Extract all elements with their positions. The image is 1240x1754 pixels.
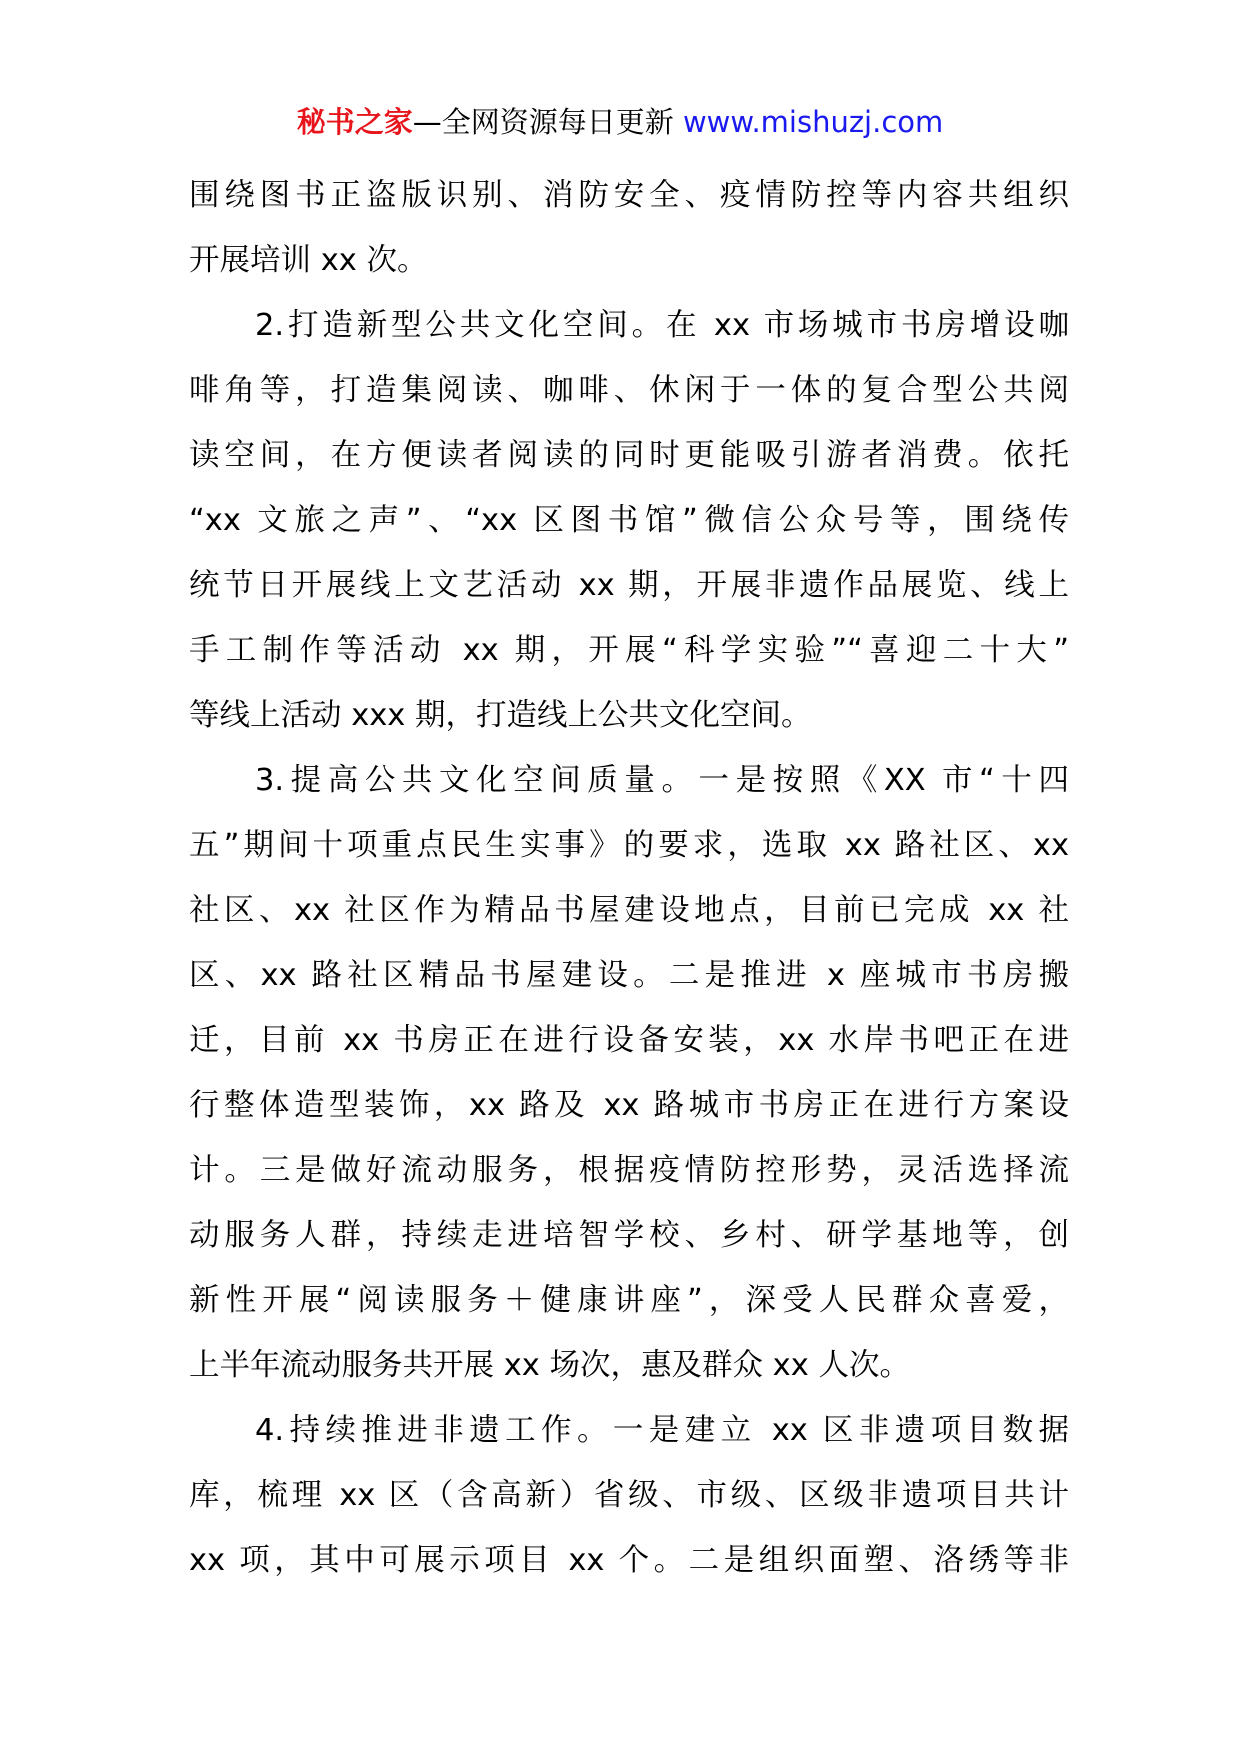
text-line: 围绕图书正盗版识别、消防安全、疫情防控等内容共组织 xyxy=(189,178,1069,213)
text-line: 社区、xx 社区作为精品书屋建设地点，目前已完成 xx 社 xyxy=(189,893,1069,928)
text-line: 区、xx 路社区精品书屋建设。二是推进 x 座城市书房搬 xyxy=(189,958,1069,993)
paragraph-4-start: 4.持续推进非遗工作。一是建立 xx 区非遗项目数据 xyxy=(255,1413,1069,1448)
text-line: 计。三是做好流动服务，根据疫情防控形势，灵活选择流 xyxy=(189,1153,1069,1188)
text-line: 五”期间十项重点民生实事》的要求，选取 xx 路社区、xx xyxy=(189,828,1069,863)
site-url-link[interactable]: www.mishuzj.com xyxy=(682,105,944,139)
text-line: 新性开展“阅读服务＋健康讲座”，深受人民群众喜爱， xyxy=(189,1283,1069,1318)
text-line: 等线上活动 xxx 期，打造线上公共文化空间。 xyxy=(189,698,812,733)
site-header xyxy=(0,98,1240,146)
text-line: 动服务人群，持续走进培智学校、乡村、研学基地等，创 xyxy=(189,1218,1069,1253)
paragraph-3-start: 3.提高公共文化空间质量。一是按照《XX 市“十四 xyxy=(255,763,1069,798)
text-line: 统节日开展线上文艺活动 xx 期，开展非遗作品展览、线上 xyxy=(189,568,1069,603)
site-tagline: —全网资源每日更新 xyxy=(412,105,674,139)
document-body xyxy=(189,163,1069,1593)
text-line: 开展培训 xx 次。 xyxy=(189,243,428,278)
brand-name: 秘书之家 xyxy=(296,105,413,139)
text-line: 读空间，在方便读者阅读的同时更能吸引游者消费。依托 xyxy=(189,438,1069,473)
text-line: xx 项，其中可展示项目 xx 个。二是组织面塑、洛绣等非 xyxy=(189,1543,1069,1578)
text-line: “xx 文旅之声”、“xx 区图书馆”微信公众号等，围绕传 xyxy=(189,503,1069,538)
text-line: 行整体造型装饰，xx 路及 xx 路城市书房正在进行方案设 xyxy=(189,1088,1069,1123)
text-line: 啡角等，打造集阅读、咖啡、休闲于一体的复合型公共阅 xyxy=(189,373,1069,408)
text-line: 手工制作等活动 xx 期，开展“科学实验”“喜迎二十大” xyxy=(189,633,1069,668)
text-line: 迁，目前 xx 书房正在进行设备安装，xx 水岸书吧正在进 xyxy=(189,1023,1069,1058)
text-line: 库，梳理 xx 区（含高新）省级、市级、区级非遗项目共计 xyxy=(189,1478,1069,1513)
text-line: 上半年流动服务共开展 xx 场次，惠及群众 xx 人次。 xyxy=(189,1348,910,1383)
paragraph-2-start: 2.打造新型公共文化空间。在 xx 市场城市书房增设咖 xyxy=(255,308,1069,343)
